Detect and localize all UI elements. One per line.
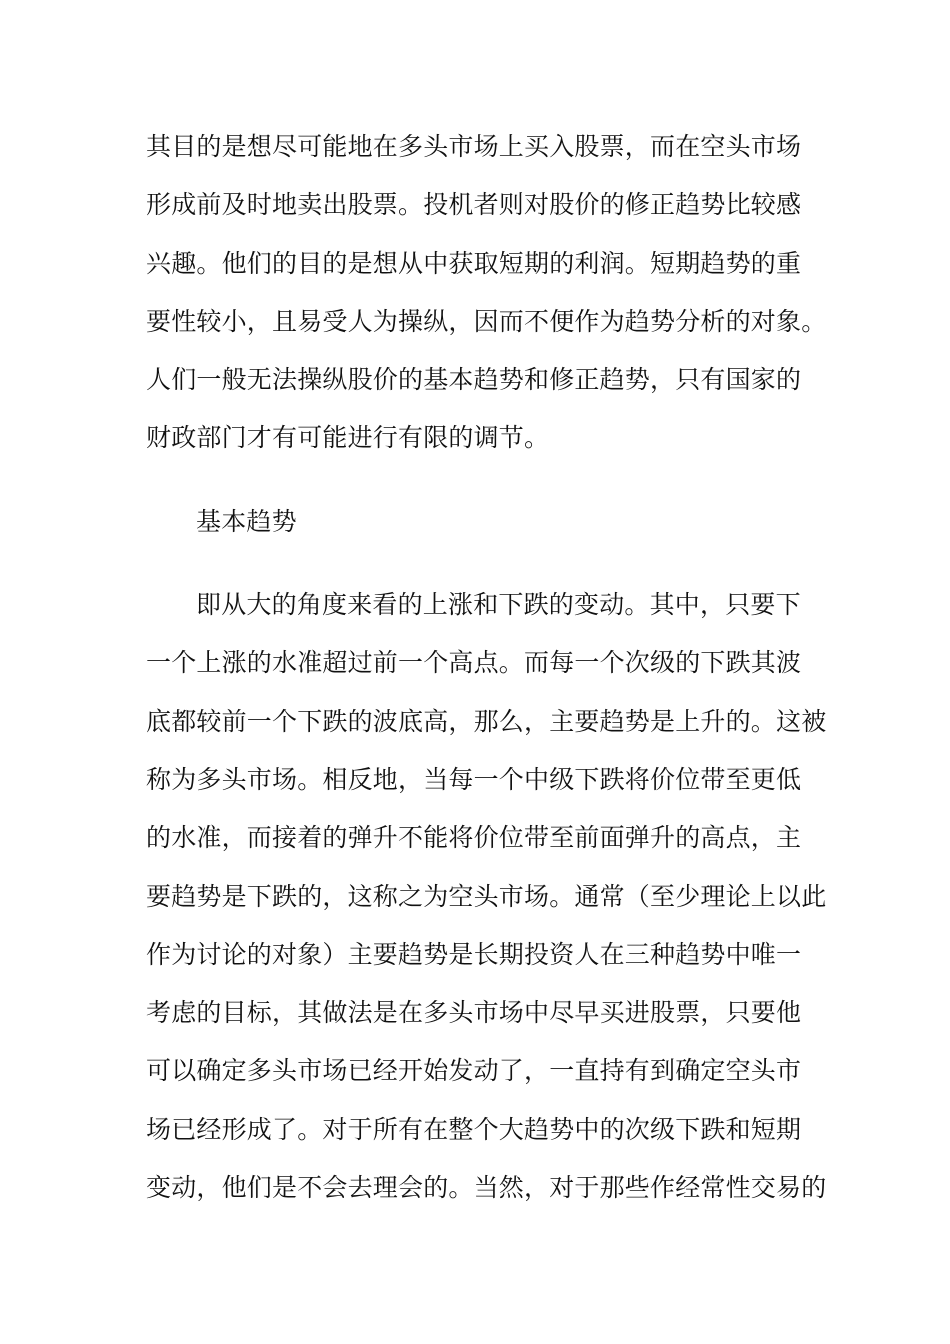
text-line: 底都较前一个下跌的波底高，那么，主要趋势是上升的。这被 [146, 706, 827, 736]
document-page [146, 118, 827, 1217]
text-line: 要趋势是下跌的，这称之为空头市场。通常（至少理论上以此 [146, 881, 827, 911]
paragraph-1 [146, 118, 827, 468]
text-line: 可以确定多头市场已经开始发动了，一直持有到确定空头市 [146, 1056, 802, 1086]
text-line: 一个上涨的水准超过前一个高点。而每一个次级的下跌其波 [146, 648, 802, 678]
text-line: 即从大的角度来看的上涨和下跌的变动。其中，只要下 [196, 590, 801, 620]
section-heading: 基本趋势 [196, 506, 297, 536]
text-line: 考虑的目标，其做法是在多头市场中尽早买进股票，只要他 [146, 998, 802, 1028]
text-line: 变动，他们是不会去理会的。当然，对于那些作经常性交易的 [146, 1173, 827, 1203]
text-line: 形成前及时地卖出股票。投机者则对股价的修正趋势比较感 [146, 190, 802, 220]
text-line: 兴趣。他们的目的是想从中获取短期的利润。短期趋势的重 [146, 248, 802, 278]
text-line: 要性较小，且易受人为操纵，因而不便作为趋势分析的对象。 [146, 306, 827, 336]
paragraph-gap [146, 551, 810, 576]
paragraph-2 [146, 576, 827, 1217]
text-line: 作为讨论的对象）主要趋势是长期投资人在三种趋势中唯一 [146, 939, 802, 969]
text-line: 人们一般无法操纵股价的基本趋势和修正趋势，只有国家的 [146, 365, 802, 395]
text-line: 称为多头市场。相反地，当每一个中级下跌将价位带至更低 [146, 764, 802, 794]
text-line: 的水准，而接着的弹升不能将价位带至前面弹升的高点，主 [146, 823, 802, 853]
text-line: 其目的是想尽可能地在多头市场上买入股票，而在空头市场 [146, 132, 802, 161]
paragraph-gap [146, 468, 810, 493]
text-line: 财政部门才有可能进行有限的调节。 [146, 423, 550, 453]
text-line: 场已经形成了。对于所有在整个大趋势中的次级下跌和短期 [146, 1114, 802, 1144]
